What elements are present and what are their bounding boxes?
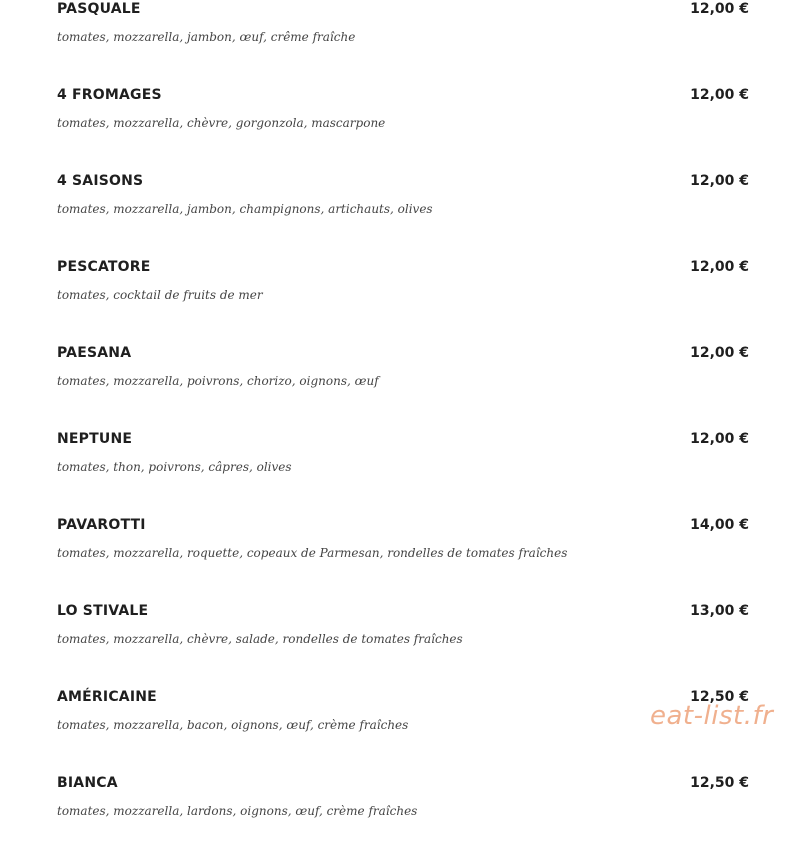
item-description: tomates, mozzarella, chèvre, salade, rondelles de tomates fraîches (57, 632, 463, 646)
item-description: tomates, cocktail de fruits de mer (57, 288, 263, 302)
item-price: 14,00 € (690, 517, 749, 533)
item-name: PAVAROTTI (57, 517, 146, 533)
item-price: 12,50 € (690, 689, 749, 705)
item-name: PESCATORE (57, 259, 151, 275)
item-name: PAESANA (57, 345, 132, 361)
item-price: 12,00 € (690, 173, 749, 189)
item-description: tomates, mozzarella, jambon, champignons, artichauts, olives (57, 202, 433, 216)
item-description: tomates, thon, poivrons, câpres, olives (57, 460, 292, 474)
item-name: NEPTUNE (57, 431, 133, 447)
item-description: tomates, mozzarella, lardons, oignons, œuf, crème fraîches (57, 804, 418, 818)
item-name: AMÉRICAINE (57, 689, 157, 705)
menu-item-pescatore (57, 258, 749, 344)
menu-list (57, 0, 749, 860)
menu-item-neptune (57, 430, 749, 516)
menu-item-paesana (57, 344, 749, 430)
menu-item-pavarotti (57, 516, 749, 602)
item-price: 12,00 € (690, 345, 749, 361)
menu-item-bianca (57, 774, 749, 860)
item-name: 4 FROMAGES (57, 87, 162, 103)
menu-item-americaine (57, 688, 749, 774)
item-description: tomates, mozzarella, poivrons, chorizo, oignons, œuf (57, 374, 379, 388)
item-name: LO STIVALE (57, 603, 149, 619)
watermark-logo: eat-list.fr (650, 701, 774, 731)
item-price: 12,50 € (690, 775, 749, 791)
item-description: tomates, mozzarella, jambon, œuf, crême fraîche (57, 30, 356, 44)
item-description: tomates, mozzarella, bacon, oignons, œuf, crème fraîches (57, 718, 409, 732)
menu-item-4-saisons (57, 172, 749, 258)
item-price: 12,00 € (690, 259, 749, 275)
item-price: 12,00 € (690, 87, 749, 103)
menu-item-pasquale (57, 0, 749, 86)
item-price: 13,00 € (690, 603, 749, 619)
menu-item-lo-stivale (57, 602, 749, 688)
item-name: PASQUALE (57, 1, 141, 17)
item-price: 12,00 € (690, 431, 749, 447)
item-description: tomates, mozzarella, roquette, copeaux de Parmesan, rondelles de tomates fraîches (57, 546, 568, 560)
item-description: tomates, mozzarella, chèvre, gorgonzola, mascarpone (57, 116, 386, 130)
item-price: 12,00 € (690, 1, 749, 17)
item-name: 4 SAISONS (57, 173, 144, 189)
menu-item-4-fromages (57, 86, 749, 172)
item-name: BIANCA (57, 775, 118, 791)
